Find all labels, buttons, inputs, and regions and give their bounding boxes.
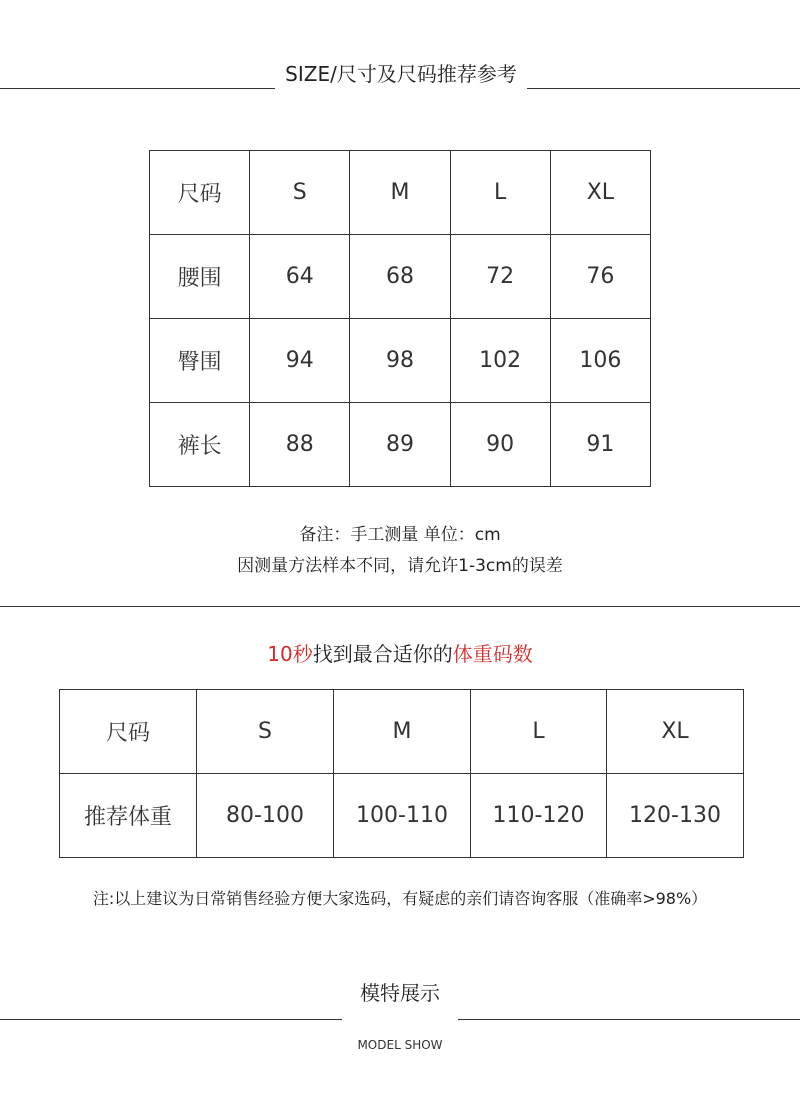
header-cell-l: L xyxy=(450,151,550,235)
table-cell: 64 xyxy=(250,235,350,319)
header-cell-size: 尺码 xyxy=(60,690,197,774)
table-cell: 80-100 xyxy=(197,774,334,858)
table-row xyxy=(150,319,651,403)
weight-table xyxy=(59,689,744,858)
tolerance-note: 因测量方法样本不同，请允许1-3cm的误差 xyxy=(237,556,563,576)
table-cell: 100-110 xyxy=(334,774,471,858)
table-cell: 88 xyxy=(250,403,350,487)
row-label-waist: 腰围 xyxy=(150,235,250,319)
title-middle-text: 找到最合适你的 xyxy=(312,642,453,666)
measurement-note: 备注：手工测量 单位：cm xyxy=(299,525,501,545)
weight-section-title xyxy=(0,638,800,667)
title-highlight-seconds: 10秒 xyxy=(267,642,313,666)
row-label-hip: 臀围 xyxy=(150,319,250,403)
table-cell: 102 xyxy=(450,319,550,403)
table-cell: 120-130 xyxy=(607,774,744,858)
table-cell: 91 xyxy=(550,403,650,487)
row-label-length: 裤长 xyxy=(150,403,250,487)
table-cell: 68 xyxy=(350,235,450,319)
table-cell: 90 xyxy=(450,403,550,487)
divider-left-1 xyxy=(0,88,275,89)
table-row xyxy=(60,774,744,858)
divider-right-1 xyxy=(527,88,800,89)
table-cell: 72 xyxy=(450,235,550,319)
weight-table-header xyxy=(60,690,744,774)
table-row xyxy=(150,235,651,319)
size-table-header xyxy=(150,151,651,235)
recommendation-note: 注:以上建议为日常销售经验方便大家选码，有疑虑的亲们请咨询客服（准确率>98%） xyxy=(92,889,708,908)
section-divider xyxy=(0,606,800,607)
title-highlight-weight: 体重码数 xyxy=(452,642,533,666)
header-cell-xl: XL xyxy=(607,690,744,774)
table-cell: 89 xyxy=(350,403,450,487)
divider-left-3 xyxy=(0,1019,342,1020)
table-cell: 110-120 xyxy=(471,774,607,858)
table-cell: 94 xyxy=(250,319,350,403)
header-cell-xl: XL xyxy=(550,151,650,235)
table-cell: 106 xyxy=(550,319,650,403)
divider-right-3 xyxy=(458,1019,800,1020)
size-table xyxy=(149,150,651,487)
row-label-weight: 推荐体重 xyxy=(60,774,197,858)
model-show-title: 模特展示 xyxy=(360,981,440,1005)
header-cell-size: 尺码 xyxy=(150,151,250,235)
header-cell-s: S xyxy=(250,151,350,235)
header-cell-m: M xyxy=(350,151,450,235)
size-section-title: SIZE/尺寸及尺码推荐参考 xyxy=(285,62,517,86)
header-cell-l: L xyxy=(471,690,607,774)
header-cell-s: S xyxy=(197,690,334,774)
model-show-subtitle: MODEL SHOW xyxy=(357,1038,443,1052)
table-cell: 76 xyxy=(550,235,650,319)
table-row xyxy=(150,403,651,487)
table-cell: 98 xyxy=(350,319,450,403)
header-cell-m: M xyxy=(334,690,471,774)
